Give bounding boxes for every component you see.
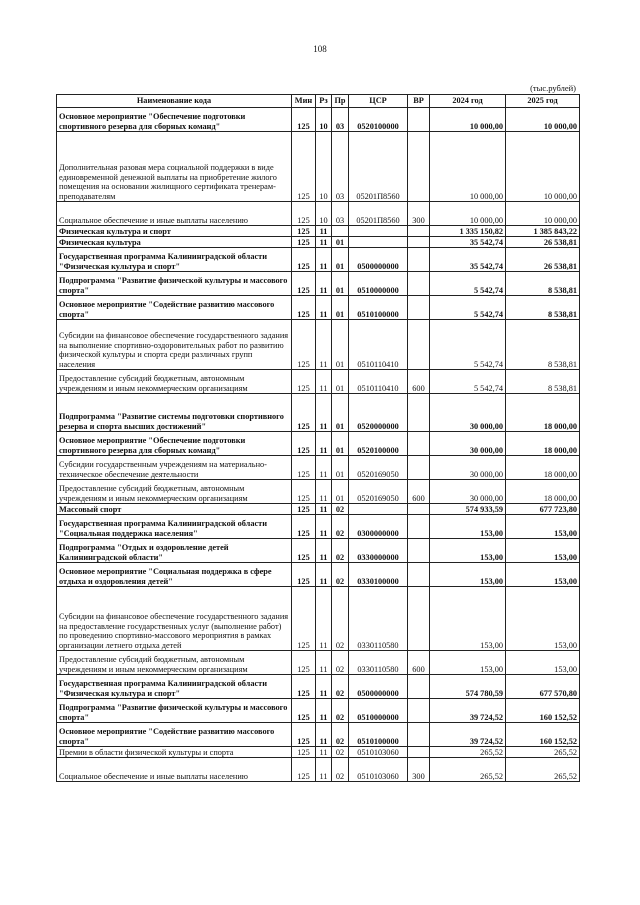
cell-2025: 18 000,00 [506,394,580,432]
table-row [57,539,580,563]
page-number: 108 [313,44,327,54]
cell-name: Физическая культура [57,237,292,248]
cell-2024: 265,52 [430,747,506,758]
cell-min: 125 [292,587,316,651]
cell-min: 125 [292,456,316,480]
cell-2025: 18 000,00 [506,456,580,480]
cell-csr: 0330110580 [349,651,408,675]
cell-2025: 8 538,81 [506,370,580,394]
cell-2024: 10 000,00 [430,108,506,132]
cell-name: Подпрограмма "Развитие системы подготовки спортивного резерва и спорта высших достижений" [57,394,292,432]
cell-rz: 11 [316,432,332,456]
cell-2024: 5 542,74 [430,320,506,370]
cell-pr: 02 [332,563,349,587]
cell-rz: 11 [316,723,332,747]
cell-2025: 10 000,00 [506,202,580,226]
col-header-2025: 2025 год [506,95,580,108]
cell-rz: 11 [316,651,332,675]
cell-pr [332,226,349,237]
cell-vr [408,675,430,699]
cell-rz: 11 [316,296,332,320]
table-row [57,272,580,296]
cell-pr: 02 [332,758,349,782]
cell-2024: 153,00 [430,587,506,651]
table-row [57,296,580,320]
cell-min: 125 [292,320,316,370]
cell-csr: 0500000000 [349,675,408,699]
cell-vr: 600 [408,370,430,394]
table-row [57,480,580,504]
cell-min: 125 [292,108,316,132]
cell-2024: 153,00 [430,515,506,539]
cell-name: Физическая культура и спорт [57,226,292,237]
cell-rz: 11 [316,758,332,782]
cell-rz: 11 [316,515,332,539]
cell-vr: 300 [408,202,430,226]
cell-rz: 11 [316,539,332,563]
cell-csr: 0330000000 [349,539,408,563]
table-row [57,370,580,394]
cell-pr: 02 [332,747,349,758]
cell-csr: 0520169050 [349,480,408,504]
cell-vr [408,432,430,456]
cell-2025: 160 152,52 [506,699,580,723]
cell-csr: 0510000000 [349,272,408,296]
cell-2025: 8 538,81 [506,296,580,320]
cell-2025: 10 000,00 [506,108,580,132]
cell-vr [408,108,430,132]
cell-name: Премии в области физической культуры и спорта [57,747,292,758]
table-row [57,723,580,747]
table-row [57,132,580,202]
cell-csr: 05201П8560 [349,132,408,202]
cell-2024: 5 542,74 [430,272,506,296]
unit-note: (тыс.рублей) [530,83,576,93]
cell-rz: 11 [316,248,332,272]
cell-csr: 0520169050 [349,456,408,480]
cell-name: Подпрограмма "Развитие физической культуры и массового спорта" [57,272,292,296]
cell-csr: 0510110410 [349,320,408,370]
cell-2025: 1 385 843,22 [506,226,580,237]
cell-vr [408,248,430,272]
cell-min: 125 [292,563,316,587]
cell-2024: 5 542,74 [430,296,506,320]
cell-2024: 1 335 150,82 [430,226,506,237]
table-row [57,226,580,237]
table-row [57,515,580,539]
cell-rz: 11 [316,237,332,248]
cell-min: 125 [292,296,316,320]
table-row [57,432,580,456]
cell-vr: 600 [408,651,430,675]
cell-name: Субсидии на финансовое обеспечение государственного задания на предоставление государственных услуг (выполнение работ) по проведению спортивно-массового мероприятия в рамках организации летнего отдыха детей [57,587,292,651]
cell-name: Государственная программа Калининградской области "Социальная поддержка населения" [57,515,292,539]
cell-2025: 153,00 [506,563,580,587]
cell-vr [408,320,430,370]
cell-rz: 11 [316,370,332,394]
cell-2025: 677 570,80 [506,675,580,699]
cell-vr [408,747,430,758]
cell-2025: 160 152,52 [506,723,580,747]
cell-2024: 574 780,59 [430,675,506,699]
table-row [57,504,580,515]
cell-min: 125 [292,272,316,296]
cell-name: Подпрограмма "Развитие физической культуры и массового спорта" [57,699,292,723]
cell-rz: 11 [316,504,332,515]
cell-min: 125 [292,515,316,539]
cell-csr: 0520100000 [349,108,408,132]
cell-rz: 11 [316,320,332,370]
col-header-pr: Пр [332,95,349,108]
cell-2024: 30 000,00 [430,432,506,456]
cell-name: Основное мероприятие "Обеспечение подготовки спортивного резерва для сборных команд" [57,432,292,456]
cell-rz: 10 [316,132,332,202]
cell-name: Социальное обеспечение и иные выплаты населению [57,202,292,226]
cell-2025: 26 538,81 [506,237,580,248]
table-row [57,237,580,248]
table-header-row [57,95,580,108]
cell-csr [349,504,408,515]
cell-pr: 01 [332,272,349,296]
cell-pr: 02 [332,651,349,675]
cell-csr: 0520100000 [349,432,408,456]
cell-2025: 153,00 [506,515,580,539]
col-header-name: Наименование кода [57,95,292,108]
cell-2024: 153,00 [430,563,506,587]
cell-min: 125 [292,758,316,782]
cell-pr: 01 [332,456,349,480]
cell-rz: 11 [316,272,332,296]
cell-name: Государственная программа Калининградской области "Физическая культура и спорт" [57,248,292,272]
cell-pr: 02 [332,515,349,539]
cell-vr [408,563,430,587]
cell-name: Основное мероприятие "Обеспечение подготовки спортивного резерва для сборных команд" [57,108,292,132]
col-header-min: Мин [292,95,316,108]
cell-2024: 30 000,00 [430,480,506,504]
cell-pr: 01 [332,370,349,394]
cell-2024: 265,52 [430,758,506,782]
cell-rz: 11 [316,456,332,480]
cell-min: 125 [292,202,316,226]
cell-pr: 01 [332,248,349,272]
budget-table [56,94,580,782]
table-row [57,320,580,370]
cell-pr: 01 [332,432,349,456]
cell-csr: 0510103060 [349,758,408,782]
cell-min: 125 [292,248,316,272]
table-body [57,108,580,782]
cell-2024: 30 000,00 [430,456,506,480]
cell-pr: 02 [332,539,349,563]
cell-vr [408,296,430,320]
cell-2024: 574 933,59 [430,504,506,515]
cell-name: Предоставление субсидий бюджетным, автономным учреждениям и иным некоммерческим организациям [57,480,292,504]
cell-vr [408,226,430,237]
cell-name: Основное мероприятие "Содействие развитию массового спорта" [57,296,292,320]
cell-vr [408,456,430,480]
cell-min: 125 [292,651,316,675]
cell-vr [408,515,430,539]
cell-pr: 01 [332,394,349,432]
cell-name: Субсидии на финансовое обеспечение государственного задания на выполнение спортивно-оздоровительных работ по развитию физической культуры и спорта среди различных групп населения [57,320,292,370]
cell-csr: 0520000000 [349,394,408,432]
cell-2025: 265,52 [506,758,580,782]
cell-rz: 10 [316,202,332,226]
cell-2024: 35 542,74 [430,248,506,272]
col-header-2024: 2024 год [430,95,506,108]
cell-name: Государственная программа Калининградской области "Физическая культура и спорт" [57,675,292,699]
cell-rz: 10 [316,108,332,132]
cell-pr: 03 [332,132,349,202]
cell-csr: 0510110410 [349,370,408,394]
cell-2025: 677 723,80 [506,504,580,515]
cell-min: 125 [292,699,316,723]
cell-csr: 0330100000 [349,563,408,587]
cell-rz: 11 [316,563,332,587]
cell-2024: 30 000,00 [430,394,506,432]
cell-2025: 153,00 [506,587,580,651]
cell-2025: 18 000,00 [506,480,580,504]
cell-pr: 03 [332,202,349,226]
cell-csr [349,237,408,248]
cell-pr: 01 [332,480,349,504]
cell-csr: 0510100000 [349,723,408,747]
cell-pr: 03 [332,108,349,132]
table-row [57,747,580,758]
table-row [57,699,580,723]
cell-2024: 35 542,74 [430,237,506,248]
cell-2024: 10 000,00 [430,202,506,226]
cell-pr: 01 [332,237,349,248]
cell-2024: 153,00 [430,651,506,675]
cell-name: Основное мероприятие "Социальная поддержка в сфере отдыха и оздоровления детей" [57,563,292,587]
cell-min: 125 [292,675,316,699]
cell-csr: 0510103060 [349,747,408,758]
cell-min: 125 [292,226,316,237]
cell-pr: 01 [332,296,349,320]
cell-vr: 300 [408,758,430,782]
table-row [57,758,580,782]
cell-min: 125 [292,370,316,394]
cell-2025: 8 538,81 [506,272,580,296]
table-row [57,587,580,651]
cell-vr: 600 [408,480,430,504]
cell-csr: 0510100000 [349,296,408,320]
cell-2024: 153,00 [430,539,506,563]
cell-csr: 0510000000 [349,699,408,723]
cell-vr [408,699,430,723]
cell-rz: 11 [316,675,332,699]
cell-name: Подпрограмма "Отдых и оздоровление детей Калининградской области" [57,539,292,563]
cell-min: 125 [292,539,316,563]
cell-rz: 11 [316,747,332,758]
cell-vr [408,539,430,563]
cell-pr: 02 [332,587,349,651]
cell-rz: 11 [316,226,332,237]
cell-2024: 39 724,52 [430,723,506,747]
cell-2025: 153,00 [506,651,580,675]
cell-csr: 05201П8560 [349,202,408,226]
cell-vr [408,237,430,248]
cell-name: Предоставление субсидий бюджетным, автономным учреждениям и иным некоммерческим организациям [57,370,292,394]
cell-min: 125 [292,432,316,456]
cell-name: Предоставление субсидий бюджетным, автономным учреждениям и иным некоммерческим организациям [57,651,292,675]
cell-name: Дополнительная разовая мера социальной поддержки в виде единовременной денежной выплаты на приобретение жилого помещения на основании жилищного сертификата тренерам-преподавателям [57,132,292,202]
cell-vr [408,394,430,432]
cell-2025: 153,00 [506,539,580,563]
cell-min: 125 [292,394,316,432]
cell-rz: 11 [316,480,332,504]
cell-name: Основное мероприятие "Содействие развитию массового спорта" [57,723,292,747]
cell-name: Социальное обеспечение и иные выплаты населению [57,758,292,782]
cell-2024: 5 542,74 [430,370,506,394]
cell-vr [408,132,430,202]
cell-min: 125 [292,723,316,747]
table-row [57,202,580,226]
cell-name: Массовый спорт [57,504,292,515]
cell-pr: 02 [332,675,349,699]
cell-vr [408,504,430,515]
cell-2025: 18 000,00 [506,432,580,456]
table-row [57,108,580,132]
cell-2025: 10 000,00 [506,132,580,202]
cell-min: 125 [292,132,316,202]
cell-min: 125 [292,237,316,248]
table-row [57,456,580,480]
col-header-vr: ВР [408,95,430,108]
cell-2025: 265,52 [506,747,580,758]
cell-min: 125 [292,504,316,515]
cell-csr: 0300000000 [349,515,408,539]
cell-pr: 02 [332,699,349,723]
cell-2024: 10 000,00 [430,132,506,202]
cell-rz: 11 [316,394,332,432]
table-row [57,248,580,272]
cell-csr: 0330110580 [349,587,408,651]
cell-vr [408,587,430,651]
cell-vr [408,272,430,296]
col-header-csr: ЦСР [349,95,408,108]
cell-2025: 26 538,81 [506,248,580,272]
cell-pr: 01 [332,320,349,370]
cell-name: Субсидии государственным учреждениям на материально-техническое обеспечение деятельности [57,456,292,480]
cell-csr: 0500000000 [349,248,408,272]
cell-pr: 02 [332,504,349,515]
cell-rz: 11 [316,699,332,723]
cell-min: 125 [292,480,316,504]
cell-vr [408,723,430,747]
col-header-rz: Рз [316,95,332,108]
cell-rz: 11 [316,587,332,651]
cell-2025: 8 538,81 [506,320,580,370]
table-row [57,675,580,699]
cell-csr [349,226,408,237]
table-row [57,394,580,432]
cell-pr: 02 [332,723,349,747]
table-row [57,651,580,675]
cell-2024: 39 724,52 [430,699,506,723]
cell-min: 125 [292,747,316,758]
table-row [57,563,580,587]
